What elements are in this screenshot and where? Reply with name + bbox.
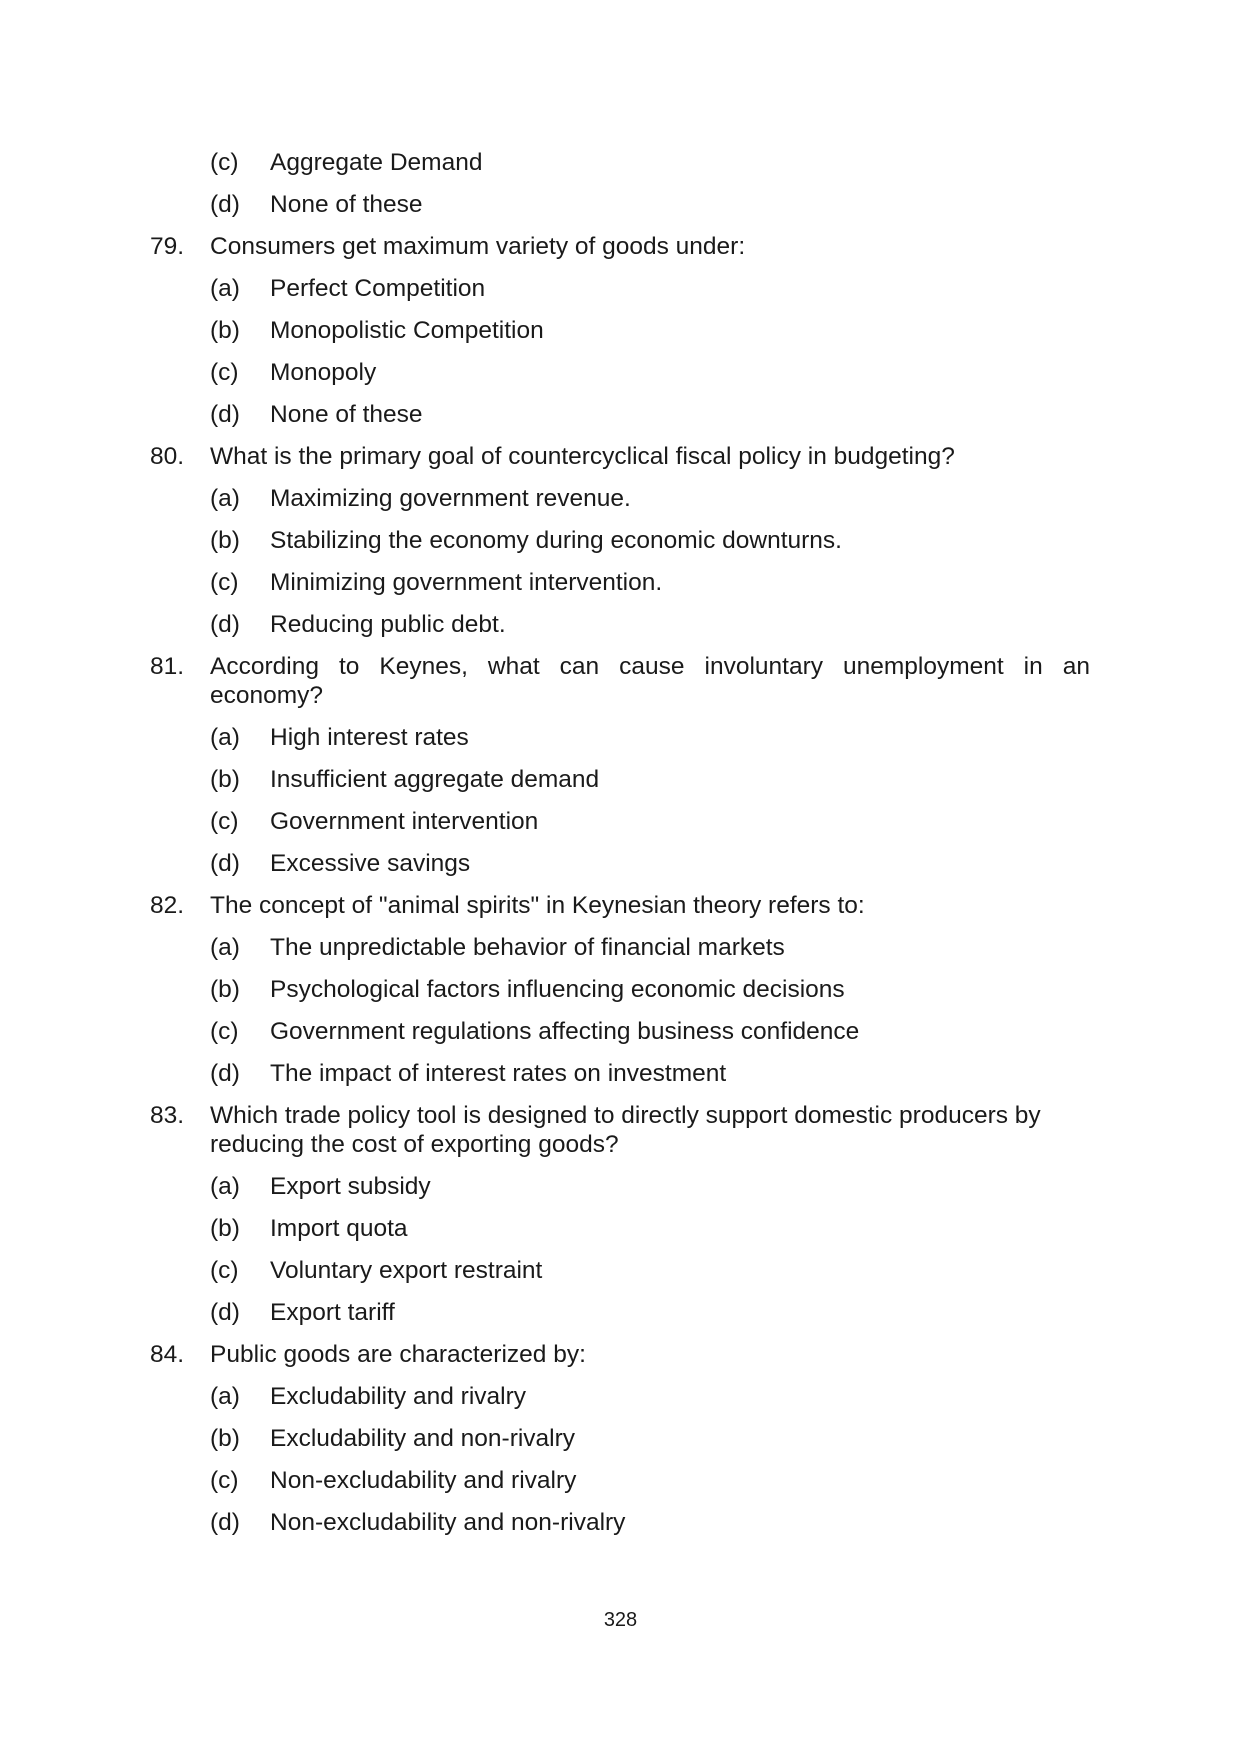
option-text: Stabilizing the economy during economic downturns.: [270, 527, 842, 554]
option-letter: (c): [210, 1467, 239, 1494]
option-letter: (b): [210, 317, 240, 344]
option-text: Monopolistic Competition: [270, 317, 544, 344]
option-item: [150, 1017, 1090, 1059]
option-letter: (a): [210, 485, 240, 512]
option-item: [150, 316, 1090, 358]
question-81: [150, 652, 1090, 710]
option-text: Excludability and rivalry: [270, 1383, 526, 1410]
option-text: Perfect Competition: [270, 275, 486, 302]
question-number: 80.: [150, 443, 185, 470]
option-letter: (d): [210, 611, 240, 638]
option-item: [150, 358, 1090, 400]
option-text: Monopoly: [270, 359, 377, 386]
option-item: [150, 807, 1090, 849]
question-text: According to Keynes, what can cause involuntary unemployment in an economy?: [210, 653, 1090, 709]
option-item: [150, 190, 1090, 232]
option-item: [150, 568, 1090, 610]
option-item: [150, 723, 1090, 765]
option-item: [150, 849, 1090, 891]
option-text: Export tariff: [270, 1299, 395, 1326]
option-text: None of these: [270, 191, 423, 218]
option-text: Voluntary export restraint: [270, 1257, 543, 1284]
question-number: 83.: [150, 1102, 185, 1129]
option-letter: (c): [210, 359, 239, 386]
option-text: Government intervention: [270, 808, 539, 835]
option-letter: (d): [210, 191, 240, 218]
option-text: Government regulations affecting business confidence: [270, 1018, 860, 1045]
question-number: 81.: [150, 653, 185, 680]
option-text: The impact of interest rates on investment: [270, 1060, 727, 1087]
option-text: Non-excludability and rivalry: [270, 1467, 577, 1494]
question-number: 79.: [150, 233, 185, 260]
option-item: [150, 610, 1090, 652]
option-letter: (c): [210, 808, 239, 835]
option-item: [150, 1256, 1090, 1298]
option-letter: (c): [210, 569, 239, 596]
question-82: [150, 891, 1090, 920]
option-letter: (a): [210, 1383, 240, 1410]
option-letter: (a): [210, 275, 240, 302]
option-letter: (b): [210, 527, 240, 554]
option-letter: (d): [210, 1060, 240, 1087]
question-text: Public goods are characterized by:: [210, 1341, 586, 1368]
option-item: [150, 1382, 1090, 1424]
option-item: [150, 484, 1090, 526]
option-item: [150, 1214, 1090, 1256]
option-item: [150, 765, 1090, 807]
question-number: 82.: [150, 892, 185, 919]
question-text: Consumers get maximum variety of goods under:: [210, 233, 746, 260]
option-item: [150, 148, 1090, 190]
option-text: None of these: [270, 401, 423, 428]
option-text: Aggregate Demand: [270, 149, 483, 176]
option-text: Non-excludability and non-rivalry: [270, 1509, 626, 1536]
option-text: Insufficient aggregate demand: [270, 766, 600, 793]
option-item: [150, 1059, 1090, 1101]
option-item: [150, 975, 1090, 1017]
option-item: [150, 1466, 1090, 1508]
option-letter: (d): [210, 850, 240, 877]
option-item: [150, 400, 1090, 442]
option-item: [150, 1508, 1090, 1550]
option-letter: (b): [210, 1425, 240, 1452]
option-text: Excludability and non-rivalry: [270, 1425, 576, 1452]
question-number: 84.: [150, 1341, 185, 1368]
option-text: Excessive savings: [270, 850, 471, 877]
option-letter: (c): [210, 149, 239, 176]
option-letter: (c): [210, 1018, 239, 1045]
option-text: Export subsidy: [270, 1173, 431, 1200]
option-text: Import quota: [270, 1215, 408, 1242]
question-84: [150, 1340, 1090, 1369]
question-list: [150, 148, 1090, 1550]
option-letter: (a): [210, 724, 240, 751]
option-item: [150, 1424, 1090, 1466]
option-item: [150, 526, 1090, 568]
option-letter: (b): [210, 976, 240, 1003]
question-text: The concept of "animal spirits" in Keynesian theory refers to:: [210, 892, 865, 919]
option-text: Psychological factors influencing economic decisions: [270, 976, 845, 1003]
option-letter: (b): [210, 1215, 240, 1242]
question-text: What is the primary goal of countercyclical fiscal policy in budgeting?: [210, 443, 955, 470]
option-item: [150, 1298, 1090, 1340]
option-letter: (c): [210, 1257, 239, 1284]
option-letter: (d): [210, 1509, 240, 1536]
question-79: [150, 232, 1090, 261]
question-80: [150, 442, 1090, 471]
option-letter: (b): [210, 766, 240, 793]
option-letter: (d): [210, 1299, 240, 1326]
option-text: Minimizing government intervention.: [270, 569, 663, 596]
question-83: [150, 1101, 1090, 1159]
page-number: 328: [603, 1609, 638, 1631]
option-text: Reducing public debt.: [270, 611, 506, 638]
option-item: [150, 933, 1090, 975]
option-letter: (a): [210, 1173, 240, 1200]
question-text: Which trade policy tool is designed to directly support domestic producers by reducing the cost of exporting goods?: [210, 1102, 1041, 1158]
option-letter: (a): [210, 934, 240, 961]
option-item: [150, 274, 1090, 316]
option-text: High interest rates: [270, 724, 469, 751]
option-item: [150, 1172, 1090, 1214]
option-text: Maximizing government revenue.: [270, 485, 631, 512]
option-letter: (d): [210, 401, 240, 428]
option-text: The unpredictable behavior of financial markets: [270, 934, 785, 961]
